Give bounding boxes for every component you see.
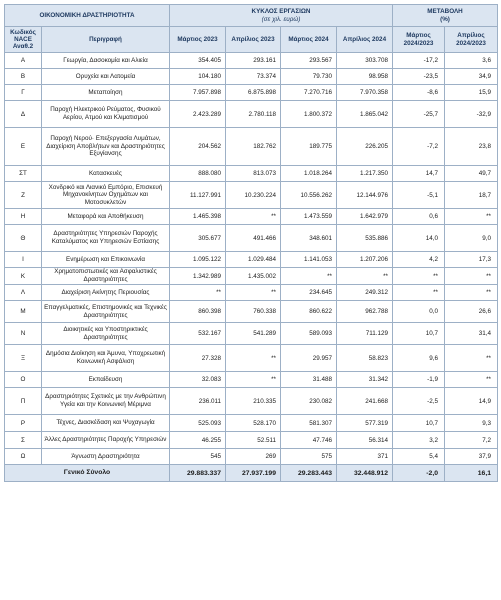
- april-2023-value-cell: 760.338: [226, 301, 281, 323]
- march-2024-value-cell: 189.775: [281, 128, 337, 166]
- table-row: [5, 166, 498, 182]
- april-2023-value-cell: 813.073: [226, 166, 281, 182]
- nace-code-cell: Α: [5, 53, 42, 69]
- april-2023-value-cell: 210.335: [226, 388, 281, 415]
- march-2024-value-cell: 1.141.053: [281, 252, 337, 268]
- march-change-cell: 14,7: [393, 166, 445, 182]
- march-2024-value-cell: 234.645: [281, 285, 337, 301]
- description-cell: Δραστηριότητες Σχετικές με την Ανθρώπινη Υγεία και την Κοινωνική Μέριμνα: [42, 388, 170, 415]
- april-change-cell: 34,9: [445, 69, 498, 85]
- march-change-cell: -5,1: [393, 182, 445, 209]
- turnover-table-container: [4, 4, 497, 482]
- turnover-title: ΚΥΚΛΟΣ ΕΡΓΑΣΙΩΝ: [251, 8, 311, 16]
- description-cell: Μεταφορά και Αποθήκευση: [42, 209, 170, 225]
- march-change-cell: 4,2: [393, 252, 445, 268]
- march-2024-value-cell: 1.800.372: [281, 101, 337, 128]
- march-2023-value-cell: 305.677: [170, 225, 226, 252]
- march-change-cell: 9,6: [393, 345, 445, 372]
- march-2023-value-cell: 11.127.991: [170, 182, 226, 209]
- nace-code-cell: Ξ: [5, 345, 42, 372]
- march-2023-value-cell: 1.342.989: [170, 268, 226, 285]
- table-row: [5, 388, 498, 415]
- april-change-cell: 3,6: [445, 53, 498, 69]
- april-change-cell: **: [445, 268, 498, 285]
- april-2023-value-cell: 1.029.484: [226, 252, 281, 268]
- march-2023-value-cell: 354.405: [170, 53, 226, 69]
- march-2024-value-cell: 589.093: [281, 323, 337, 345]
- description-cell: Τέχνες, Διασκέδαση και Ψυχαγωγία: [42, 415, 170, 432]
- april-2023-value-cell: 73.374: [226, 69, 281, 85]
- march-2024-value-cell: 1.018.264: [281, 166, 337, 182]
- march-2023-value-cell: 1.465.398: [170, 209, 226, 225]
- nace-code-cell: Δ: [5, 101, 42, 128]
- april-2024-value-cell: 711.129: [337, 323, 393, 345]
- description-cell: Άλλες Δραστηριότητες Παροχής Υπηρεσιών: [42, 432, 170, 449]
- april-2024-value-cell: 249.312: [337, 285, 393, 301]
- change-header: [393, 5, 498, 27]
- april-2023-value-cell: **: [226, 209, 281, 225]
- nace-code-cell: Θ: [5, 225, 42, 252]
- april-2023-value-cell: 182.762: [226, 128, 281, 166]
- nace-code-cell: Ο: [5, 372, 42, 388]
- table-row: [5, 69, 498, 85]
- march-2024-value-cell: 575: [281, 449, 337, 465]
- march-2023-value-cell: 7.957.898: [170, 85, 226, 101]
- april-change-cell: **: [445, 345, 498, 372]
- march-2024-value-cell: 581.307: [281, 415, 337, 432]
- table-row: [5, 53, 498, 69]
- march-2024-value-cell: 31.488: [281, 372, 337, 388]
- april-2024-value-cell: 12.144.976: [337, 182, 393, 209]
- march-2023-value-cell: 888.080: [170, 166, 226, 182]
- march-change-cell: **: [393, 285, 445, 301]
- march-2024-value-cell: 293.567: [281, 53, 337, 69]
- table-body: [5, 53, 498, 482]
- march-change-cell: 5,4: [393, 449, 445, 465]
- description-cell: Εκπαίδευση: [42, 372, 170, 388]
- april-2023-value-cell: 491.466: [226, 225, 281, 252]
- march-2024-value-cell: **: [281, 268, 337, 285]
- description-cell: Διοικητικές και Υποστηρικτικές Δραστηριότητες: [42, 323, 170, 345]
- nace-code-cell: Σ: [5, 432, 42, 449]
- april-2024-value-cell: 371: [337, 449, 393, 465]
- april-2023-value-cell: 528.170: [226, 415, 281, 432]
- april-change-cell: 23,8: [445, 128, 498, 166]
- turnover-table: [4, 4, 498, 482]
- march-2024-value-cell: 47.746: [281, 432, 337, 449]
- description-cell: Ορυχεία και Λατομεία: [42, 69, 170, 85]
- march-change-cell: 10,7: [393, 323, 445, 345]
- table-row: [5, 252, 498, 268]
- table-row: [5, 101, 498, 128]
- april-2023-value-cell: **: [226, 285, 281, 301]
- march-change-cell: 0,0: [393, 301, 445, 323]
- april-change-cell: 37,9: [445, 449, 498, 465]
- march-2024-value-cell: 7.270.716: [281, 85, 337, 101]
- nace-code-cell: Ι: [5, 252, 42, 268]
- table-row: [5, 372, 498, 388]
- april-2024-value-cell: 7.970.358: [337, 85, 393, 101]
- march-change-cell: 10,7: [393, 415, 445, 432]
- april-2023-value-cell: 269: [226, 449, 281, 465]
- april-2024-value-cell: 58.823: [337, 345, 393, 372]
- april-2023-value-cell: 1.435.002: [226, 268, 281, 285]
- header-row-top: [5, 5, 498, 27]
- april-2024-value-cell: 303.708: [337, 53, 393, 69]
- header-row-columns: [5, 27, 498, 53]
- april-2024-value-cell: 98.958: [337, 69, 393, 85]
- april-2024-value-cell: 1.207.206: [337, 252, 393, 268]
- table-row: [5, 323, 498, 345]
- turnover-unit: (σε χιλ. ευρώ): [261, 15, 301, 23]
- april-2024-value-cell: 56.314: [337, 432, 393, 449]
- march-2024-value-cell: 1.473.559: [281, 209, 337, 225]
- april-change-cell: **: [445, 209, 498, 225]
- april-2024-value-cell: 1.217.350: [337, 166, 393, 182]
- april-2023-value-cell: 293.161: [226, 53, 281, 69]
- april-2024-column-header: Απρίλιος 2024: [337, 27, 393, 53]
- march-change-cell: 3,2: [393, 432, 445, 449]
- change-title: ΜΕΤΑΒΟΛΗ: [427, 8, 463, 16]
- total-march-2023-cell: 29.883.337: [170, 465, 226, 482]
- april-change-cell: **: [445, 285, 498, 301]
- april-change-cell: 26,6: [445, 301, 498, 323]
- table-row: [5, 432, 498, 449]
- total-april-2024-cell: 32.448.912: [337, 465, 393, 482]
- march-2023-value-cell: **: [170, 285, 226, 301]
- april-change-cell: 15,9: [445, 85, 498, 101]
- march-change-cell: -25,7: [393, 101, 445, 128]
- april-2023-value-cell: 52.511: [226, 432, 281, 449]
- march-2023-value-cell: 236.011: [170, 388, 226, 415]
- april-change-cell: 14,9: [445, 388, 498, 415]
- march-change-cell: -7,2: [393, 128, 445, 166]
- april-2023-value-cell: **: [226, 345, 281, 372]
- nace-code-cell: Κ: [5, 268, 42, 285]
- march-2023-value-cell: 860.398: [170, 301, 226, 323]
- april-2024-value-cell: 535.886: [337, 225, 393, 252]
- description-cell: Παροχή Ηλεκτρικού Ρεύματος, Φυσικού Αερίου, Ατμού και Κλιματισμού: [42, 101, 170, 128]
- march-2023-value-cell: 46.255: [170, 432, 226, 449]
- april-2024-value-cell: 1.642.979: [337, 209, 393, 225]
- total-april-change-cell: 16,1: [445, 465, 498, 482]
- april-2024-value-cell: 31.342: [337, 372, 393, 388]
- march-2024-column-header: Μάρτιος 2024: [281, 27, 337, 53]
- april-change-cell: 18,7: [445, 182, 498, 209]
- march-2024-value-cell: 230.082: [281, 388, 337, 415]
- description-cell: Χρηματοπιστωτικές και Ασφαλιστικές Δραστηριότητες: [42, 268, 170, 285]
- nace-code-cell: Ω: [5, 449, 42, 465]
- march-2023-column-header: Μάρτιος 2023: [170, 27, 226, 53]
- description-cell: Μεταποίηση: [42, 85, 170, 101]
- nace-code-cell: Μ: [5, 301, 42, 323]
- nace-code-cell: Π: [5, 388, 42, 415]
- total-march-2024-cell: 29.283.443: [281, 465, 337, 482]
- nace-code-cell: Λ: [5, 285, 42, 301]
- turnover-header: [170, 5, 393, 27]
- april-2024-value-cell: 1.865.042: [337, 101, 393, 128]
- description-cell: Χονδρικό και Λιανικό Εμπόριο, Επισκευή Μηχανοκίνητων Οχημάτων και Μοτοσυκλετών: [42, 182, 170, 209]
- nace-code-cell: Ζ: [5, 182, 42, 209]
- march-change-cell: -1,9: [393, 372, 445, 388]
- march-change-cell: -2,5: [393, 388, 445, 415]
- description-cell: Διαχείριση Ακίνητης Περιουσίας: [42, 285, 170, 301]
- march-2023-value-cell: 2.423.289: [170, 101, 226, 128]
- description-cell: Παροχή Νερού· Επεξεργασία Λυμάτων, Διαχείριση Αποβλήτων και Δραστηριότητες Εξυγίανσης: [42, 128, 170, 166]
- activity-header: [5, 5, 170, 27]
- march-2023-value-cell: 532.167: [170, 323, 226, 345]
- table-row: [5, 182, 498, 209]
- nace-code-cell: ΣΤ: [5, 166, 42, 182]
- nace-code-cell: Η: [5, 209, 42, 225]
- activity-title: ΟΙΚΟΝΟΜΙΚΗ ΔΡΑΣΤΗΡΙΟΤΗΤΑ: [39, 11, 135, 19]
- march-change-column-header: Μάρτιος 2024/2023: [393, 27, 445, 53]
- march-2024-value-cell: 29.957: [281, 345, 337, 372]
- nace-code-cell: Ε: [5, 128, 42, 166]
- april-change-column-header: Απρίλιος 2024/2023: [445, 27, 498, 53]
- march-change-cell: -17,2: [393, 53, 445, 69]
- march-2023-value-cell: 1.095.122: [170, 252, 226, 268]
- march-change-cell: -8,6: [393, 85, 445, 101]
- april-2023-value-cell: 10.230.224: [226, 182, 281, 209]
- table-row: [5, 345, 498, 372]
- march-2024-value-cell: 10.556.262: [281, 182, 337, 209]
- march-2024-value-cell: 860.622: [281, 301, 337, 323]
- april-2024-value-cell: 962.788: [337, 301, 393, 323]
- april-2023-value-cell: 6.875.898: [226, 85, 281, 101]
- march-change-cell: 0,6: [393, 209, 445, 225]
- total-label-cell: Γενικό Σύνολο: [5, 465, 170, 482]
- description-cell: Ενημέρωση και Επικοινωνία: [42, 252, 170, 268]
- table-row: [5, 285, 498, 301]
- april-change-cell: 9,3: [445, 415, 498, 432]
- table-row: [5, 128, 498, 166]
- table-row: [5, 225, 498, 252]
- april-change-cell: 49,7: [445, 166, 498, 182]
- nace-code-cell: Ν: [5, 323, 42, 345]
- nace-code-cell: Ρ: [5, 415, 42, 432]
- april-2024-value-cell: **: [337, 268, 393, 285]
- nace-code-cell: Γ: [5, 85, 42, 101]
- march-2023-value-cell: 27.328: [170, 345, 226, 372]
- april-2023-value-cell: 2.780.118: [226, 101, 281, 128]
- total-march-change-cell: -2,0: [393, 465, 445, 482]
- april-change-cell: 17,3: [445, 252, 498, 268]
- change-unit: (%): [440, 15, 450, 23]
- table-row: [5, 85, 498, 101]
- april-2024-value-cell: 241.668: [337, 388, 393, 415]
- march-2023-value-cell: 525.093: [170, 415, 226, 432]
- april-change-cell: 31,4: [445, 323, 498, 345]
- april-change-cell: -32,9: [445, 101, 498, 128]
- table-row: [5, 209, 498, 225]
- march-2023-value-cell: 104.180: [170, 69, 226, 85]
- april-change-cell: **: [445, 372, 498, 388]
- march-2023-value-cell: 204.562: [170, 128, 226, 166]
- table-row: [5, 301, 498, 323]
- april-change-cell: 7,2: [445, 432, 498, 449]
- description-cell: Δημόσια Διοίκηση και Άμυνα, Υποχρεωτική Κοινωνική Ασφάλιση: [42, 345, 170, 372]
- description-cell: Άγνωστη Δραστηριότητα: [42, 449, 170, 465]
- description-cell: Δραστηριότητες Υπηρεσιών Παροχής Καταλύματος και Υπηρεσιών Εστίασης: [42, 225, 170, 252]
- april-2023-value-cell: 541.289: [226, 323, 281, 345]
- april-2024-value-cell: 226.205: [337, 128, 393, 166]
- code-column-header: Κωδικός NACE Αναθ.2: [5, 27, 42, 53]
- march-2024-value-cell: 79.730: [281, 69, 337, 85]
- april-2023-value-cell: **: [226, 372, 281, 388]
- total-row: [5, 465, 498, 482]
- description-cell: Γεωργία, Δασοκομία και Αλιεία: [42, 53, 170, 69]
- march-change-cell: -23,5: [393, 69, 445, 85]
- description-cell: Κατασκευές: [42, 166, 170, 182]
- april-2023-column-header: Απρίλιος 2023: [226, 27, 281, 53]
- table-row: [5, 449, 498, 465]
- description-cell: Επαγγελματικές, Επιστημονικές και Τεχνικές Δραστηριότητες: [42, 301, 170, 323]
- nace-code-cell: Β: [5, 69, 42, 85]
- total-april-2023-cell: 27.937.199: [226, 465, 281, 482]
- march-2023-value-cell: 32.083: [170, 372, 226, 388]
- april-change-cell: 9,0: [445, 225, 498, 252]
- march-change-cell: 14,0: [393, 225, 445, 252]
- march-2023-value-cell: 545: [170, 449, 226, 465]
- table-row: [5, 415, 498, 432]
- march-2024-value-cell: 348.601: [281, 225, 337, 252]
- table-row: [5, 268, 498, 285]
- april-2024-value-cell: 577.319: [337, 415, 393, 432]
- description-column-header: Περιγραφή: [42, 27, 170, 53]
- march-change-cell: **: [393, 268, 445, 285]
